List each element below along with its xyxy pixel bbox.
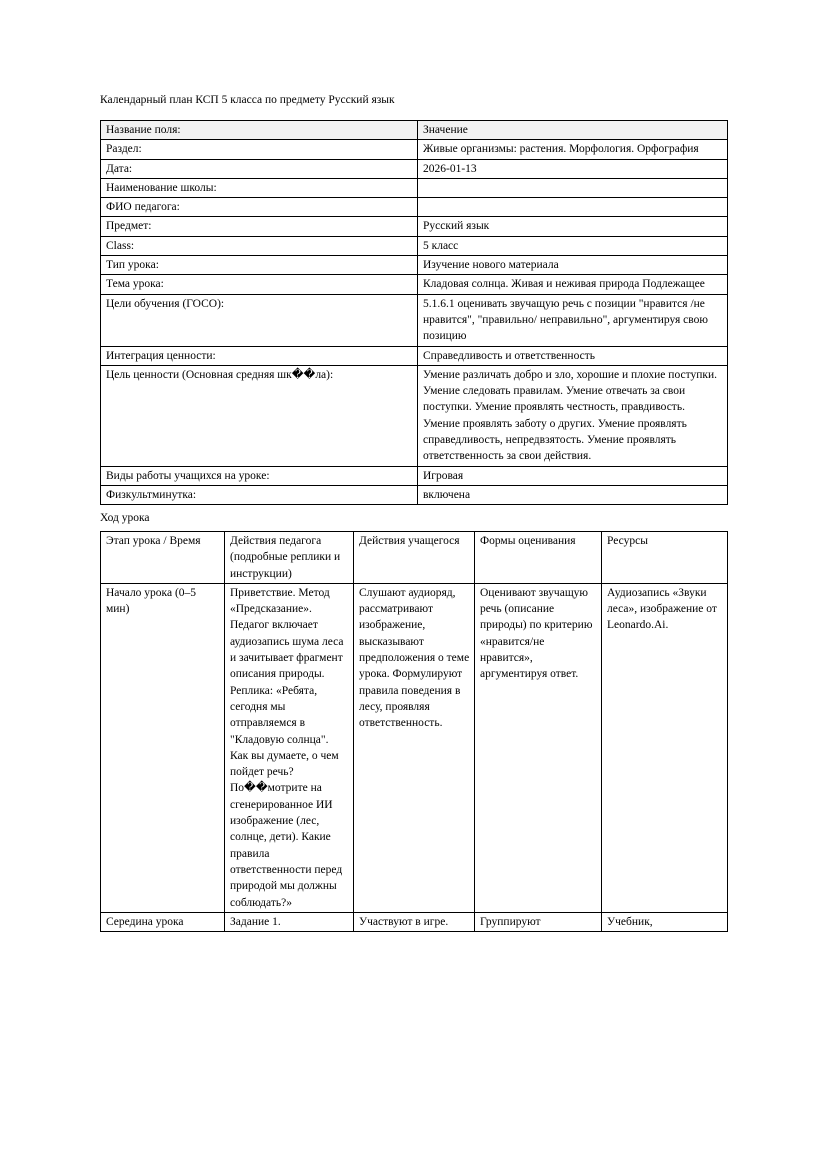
field-value-cell: Изучение нового материала [418, 256, 728, 275]
teacher-actions-cell: Задание 1. [225, 912, 354, 931]
column-header-teacher: Действия педагога (подробные реплики и инструкции) [225, 532, 354, 584]
column-header-field: Название поля: [101, 121, 418, 140]
page-title: Календарный план КСП 5 класса по предмету Русский язык [100, 94, 395, 106]
assessment-cell: Оценивают звучащую речь (описание природы) по критерию «нравится/не нравится», аргументируя ответ. [475, 583, 602, 912]
table-row [101, 466, 728, 485]
table-row [101, 583, 728, 912]
column-header-assessment: Формы оценивания [475, 532, 602, 584]
assessment-cell: Группируют [475, 912, 602, 931]
table-row [101, 217, 728, 236]
column-header-student: Действия учащегося [354, 532, 475, 584]
field-name-cell: Цель ценности (Основная средняя шк��ла): [101, 365, 418, 466]
field-name-cell: Физкультминутка: [101, 485, 418, 504]
field-name-cell: ФИО педагога: [101, 198, 418, 217]
resources-cell: Аудиозапись «Звуки леса», изображение от Leonardo.Ai. [602, 583, 728, 912]
field-name-cell: Дата: [101, 159, 418, 178]
field-value-cell: Русский язык [418, 217, 728, 236]
teacher-actions-cell: Приветствие. Метод «Предсказание». Педагог включает аудиозапись шума леса и зачитывает фрагмент описания природы. Реплика: «Ребята, сегодня мы отправляемся в "Кладовую солнца". Как вы думаете, о чем пойдет речь? По��мотрите на сгенерированное ИИ изображение (лес, солнце, дети). Какие правила ответственности перед природой мы должны соблюдать?» [225, 583, 354, 912]
table-row [101, 275, 728, 294]
field-value-cell: Игровая [418, 466, 728, 485]
field-value-cell: 2026-01-13 [418, 159, 728, 178]
resources-cell: Учебник, [602, 912, 728, 931]
field-value-cell [418, 198, 728, 217]
student-actions-cell: Участвуют в игре. [354, 912, 475, 931]
field-name-cell: Виды работы учащихся на уроке: [101, 466, 418, 485]
table-row [101, 198, 728, 217]
lesson-info-table [100, 120, 728, 505]
page-bottom-margin [0, 1068, 827, 1170]
field-name-cell: Раздел: [101, 140, 418, 159]
field-name-cell: Тип урока: [101, 256, 418, 275]
table-row [101, 294, 728, 346]
table-row [101, 346, 728, 365]
table-header-row [101, 532, 728, 584]
table-row [101, 256, 728, 275]
field-value-cell: включена [418, 485, 728, 504]
field-value-cell: Умение различать добро и зло, хорошие и плохие поступки. Умение следовать правилам. Умение отвечать за свои поступки. Умение проявлять честность, правдивость. Умение проявлять заботу о других. Умение проявлять справедливость, непредвзятость. Умение проявлять ответственность за свои действия. [418, 365, 728, 466]
field-name-cell: Цели обучения (ГОСО): [101, 294, 418, 346]
lesson-flow-heading: Ход урока [100, 512, 150, 524]
column-header-value: Значение [418, 121, 728, 140]
field-value-cell: Кладовая солнца. Живая и неживая природа Подлежащее [418, 275, 728, 294]
column-header-stage: Этап урока / Время [101, 532, 225, 584]
field-value-cell [418, 178, 728, 197]
table-row [101, 178, 728, 197]
field-name-cell: Class: [101, 236, 418, 255]
stage-cell: Середина урока [101, 912, 225, 931]
table-row [101, 236, 728, 255]
student-actions-cell: Слушают аудиоряд, рассматривают изображение, высказывают предположения о теме урока. Формулируют правила поведения в лесу, проявляя ответственность. [354, 583, 475, 912]
column-header-resources: Ресурсы [602, 532, 728, 584]
table-row [101, 485, 728, 504]
field-name-cell: Наименование школы: [101, 178, 418, 197]
table-row [101, 140, 728, 159]
field-value-cell: 5.1.6.1 оценивать звучащую речь с позиции "нравится /не нравится", "правильно/ неправильно", аргументируя свою позицию [418, 294, 728, 346]
table-row [101, 912, 728, 931]
table-row [101, 159, 728, 178]
stage-cell: Начало урока (0–5 мин) [101, 583, 225, 912]
lesson-flow-table [100, 531, 728, 932]
field-value-cell: Справедливость и ответственность [418, 346, 728, 365]
field-value-cell: 5 класс [418, 236, 728, 255]
field-name-cell: Интеграция ценности: [101, 346, 418, 365]
field-value-cell: Живые организмы: растения. Морфология. Орфография [418, 140, 728, 159]
field-name-cell: Тема урока: [101, 275, 418, 294]
table-row [101, 365, 728, 466]
field-name-cell: Предмет: [101, 217, 418, 236]
table-header-row [101, 121, 728, 140]
